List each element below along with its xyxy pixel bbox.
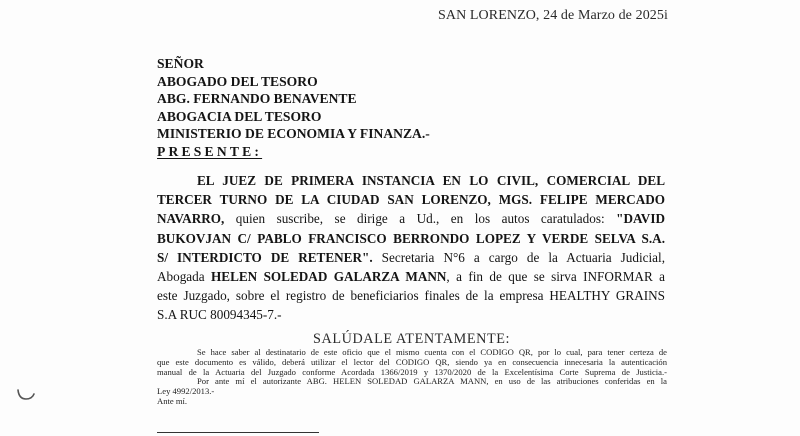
fine-print-line: que este documento es válido, deberá utilizar el lector del CODIGO QR, siendo ya en consecuencia innecesaria la autenticación — [157, 356, 667, 367]
addressee-line: ABG. FERNANDO BENAVENTE — [157, 91, 357, 107]
fine-print-line: Ante mí. — [157, 395, 188, 406]
body-line: TERCER TURNO DE LA CIUDAD SAN LORENZO, MGS. FELIPE MERCADO — [157, 192, 665, 208]
signature-line — [157, 432, 319, 433]
body-line: S.A RUC 80094345-7.- — [157, 307, 282, 323]
fine-print-line: Se hace saber al destinatario de este oficio que el mismo cuenta con el CODIGO QR, por lo cual, para tener certeza de — [197, 347, 667, 357]
case-title-end: S/ INTERDICTO DE RETENER". — [157, 249, 373, 265]
body-line — [157, 209, 665, 228]
judge-surname: NAVARRO, — [157, 211, 225, 227]
addressee-line: SEÑOR — [157, 56, 204, 71]
addressee-line: MINISTERIO DE ECONOMIA Y FINANZA.- — [157, 126, 430, 142]
case-title-start: "DAVID — [616, 211, 665, 227]
actuary-name: HELEN SOLEDAD GALARZA MANN — [211, 269, 447, 285]
body-line — [157, 267, 665, 286]
body-line: BUKOVJAN C/ PABLO FRANCISCO BERRONDO LOPEZ Y VERDE SELVA S.A. — [157, 230, 665, 246]
fine-print-line: Ley 4992/2013.- — [157, 386, 215, 397]
presente-heading: PRESENTE: — [157, 143, 263, 159]
scan-artifact-mark — [16, 388, 36, 402]
document-date: SAN LORENZO, 24 de Marzo de 2025i — [438, 8, 668, 23]
body-text-fragment: quien suscribe, se dirige a Ud., en los autos caratulados: — [224, 211, 617, 227]
addressee-line: ABOGACIA DEL TESORO — [157, 108, 322, 124]
addressee-block — [157, 55, 430, 161]
closing-salutation: SALÚDALE ATENTAMENTE: — [313, 331, 511, 347]
body-line: EL JUEZ DE PRIMERA INSTANCIA EN LO CIVIL, COMERCIAL DEL — [197, 173, 665, 188]
addressee-line: ABOGADO DEL TESORO — [157, 73, 318, 89]
letter-body — [157, 171, 665, 325]
body-line — [157, 248, 665, 267]
fine-print — [157, 348, 667, 407]
body-line: este Juzgado, sobre el registro de beneficiarios finales de la empresa HEALTHY GRAINS — [157, 288, 665, 304]
body-text-fragment: Abogada — [157, 269, 212, 285]
fine-print-line: Por ante mí el autorizante ABG. HELEN SOLEDAD GALARZA MANN, en uso de las atribuciones conferidas en la — [197, 376, 667, 387]
body-text-fragment: , a fin de que se sirva INFORMAR a — [446, 269, 665, 285]
fine-print-line: manual de la Actuaria del Juzgado conforme Acordada 1366/2019 y 1370/2020 de la Excelentísima Corte Suprema de Justicia.- — [157, 366, 667, 377]
body-text-fragment: Secretaria N°6 a cargo de la Actuaria Judicial, — [372, 249, 665, 265]
